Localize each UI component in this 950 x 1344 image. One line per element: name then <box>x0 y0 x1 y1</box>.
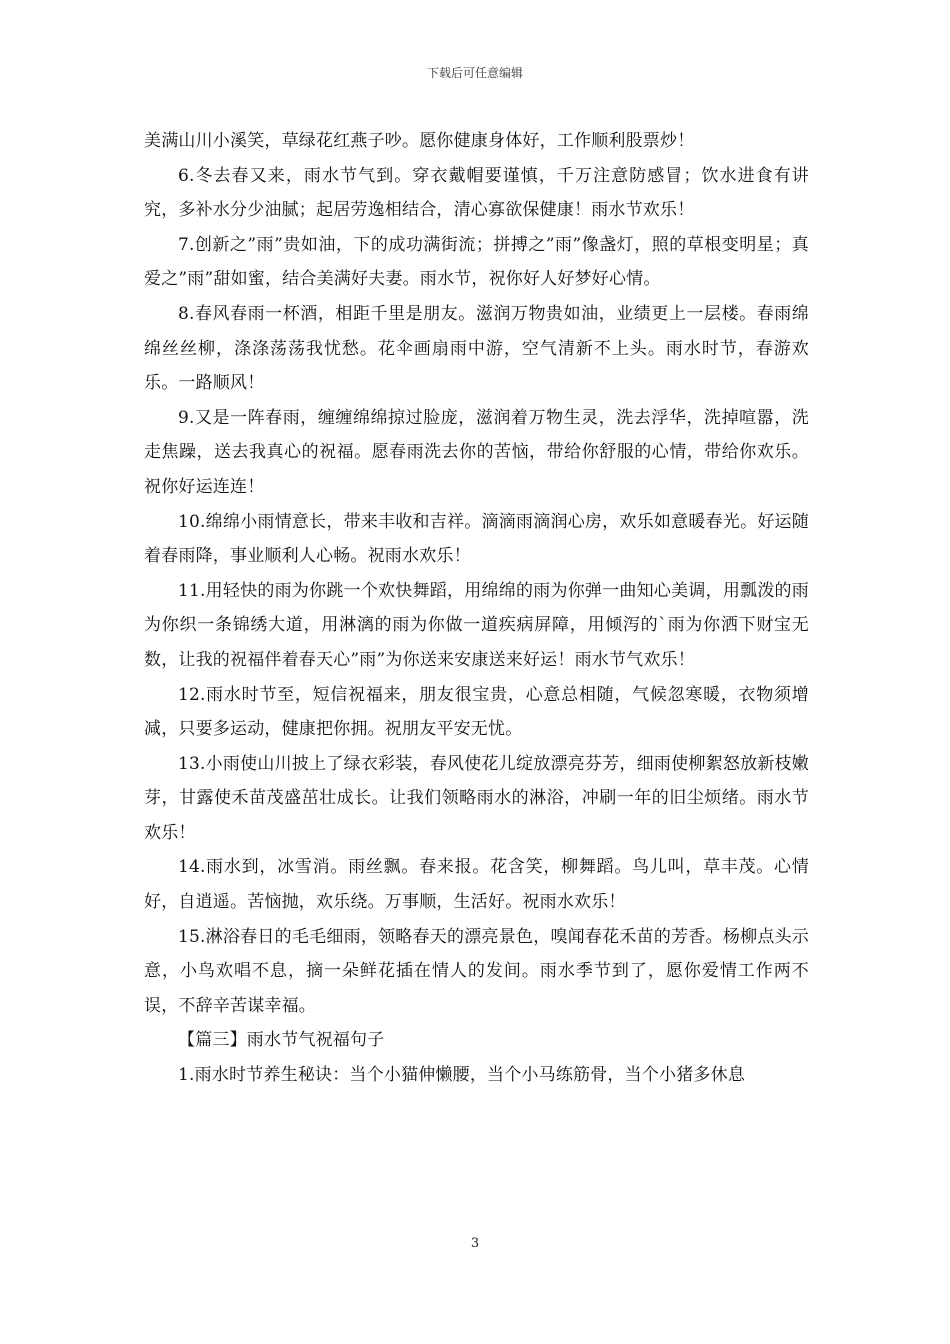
paragraph: 【篇三】雨水节气祝福句子 <box>178 1030 385 1051</box>
paragraph: 美满山川小溪笑，草绿花红燕子吵。愿你健康身体好，工作顺利股票炒！ <box>144 131 695 151</box>
paragraph: 9.又是一阵春雨，缠缠绵绵掠过脸庞，滋润着万物生灵，洗去浮华，洗掉喧嚣，洗走焦躁，送去我真心的祝福。愿春雨洗去你的苦恼，带给你舒服的心情，带给你欢乐。祝你好运连连！ <box>144 407 809 497</box>
paragraph: 7.创新之”雨”贵如油，下的成功满街流；拼搏之”雨”像盏灯，照的草根变明星；真爱之”雨”甜如蜜，结合美满好夫妻。雨水节，祝你好人好梦好心情。 <box>144 234 809 290</box>
page-header: 下载后可任意编辑 <box>426 66 523 80</box>
paragraph: 10.绵绵小雨情意长，带来丰收和吉祥。滴滴雨滴润心房，欢乐如意暖春光。好运随着春雨降，事业顺利人心畅。祝雨水欢乐！ <box>144 511 809 567</box>
paragraph: 12.雨水时节至，短信祝福来，朋友很宝贵，心意总相随，气候忽寒暖，衣物须增减，只要多运动，健康把你拥。祝朋友平安无忧。 <box>144 684 809 740</box>
document-body <box>144 124 809 1093</box>
page-number: 3 <box>470 1236 480 1251</box>
paragraph: 8.春风春雨一杯酒，相距千里是朋友。滋润万物贵如油，业绩更上一层楼。春雨绵绵丝丝柳，涤涤荡荡我忧愁。花伞画扇雨中游，空气清新不上头。雨水时节，春游欢乐。一路顺风！ <box>144 303 809 394</box>
paragraph: 6.冬去春又来，雨水节气到。穿衣戴帽要谨慎，千万注意防感冒；饮水进食有讲究，多补水分少油腻；起居劳逸相结合，清心寡欲保健康！雨水节欢乐！ <box>144 165 809 221</box>
paragraph: 13.小雨使山川披上了绿衣彩装，春风使花儿绽放漂亮芬芳，细雨使柳絮怒放新枝嫩芽，甘露使禾苗茂盛茁壮成长。让我们领略雨水的淋浴，冲刷一年的旧尘烦绪。雨水节欢乐！ <box>144 753 809 843</box>
paragraph: 1.雨水时节养生秘诀：当个小猫伸懒腰，当个小马练筋骨，当个小猪多休息 <box>178 1065 746 1086</box>
paragraph: 11.用轻快的雨为你跳一个欢快舞蹈，用绵绵的雨为你弹一曲知心美调，用瓢泼的雨为你织一条锦绣大道，用淋漓的雨为你做一道疾病屏障，用倾泻的`雨为你洒下财宝无数，让我的祝福伴着春天心”雨”为你送来安康送来好运！雨水节气欢乐！ <box>144 580 809 670</box>
paragraph: 14.雨水到，冰雪消。雨丝飘。春来报。花含笑，柳舞蹈。鸟儿叫，草丰茂。心情好，自逍遥。苦恼抛，欢乐绕。万事顺，生活好。祝雨水欢乐！ <box>144 857 809 913</box>
paragraph: 15.淋浴春日的毛毛细雨，领略春天的漂亮景色，嗅闻春花禾苗的芳香。杨柳点头示意，小鸟欢唱不息，摘一朵鲜花插在情人的发间。雨水季节到了，愿你爱情工作两不误，不辞辛苦谋幸福。 <box>144 926 809 1016</box>
